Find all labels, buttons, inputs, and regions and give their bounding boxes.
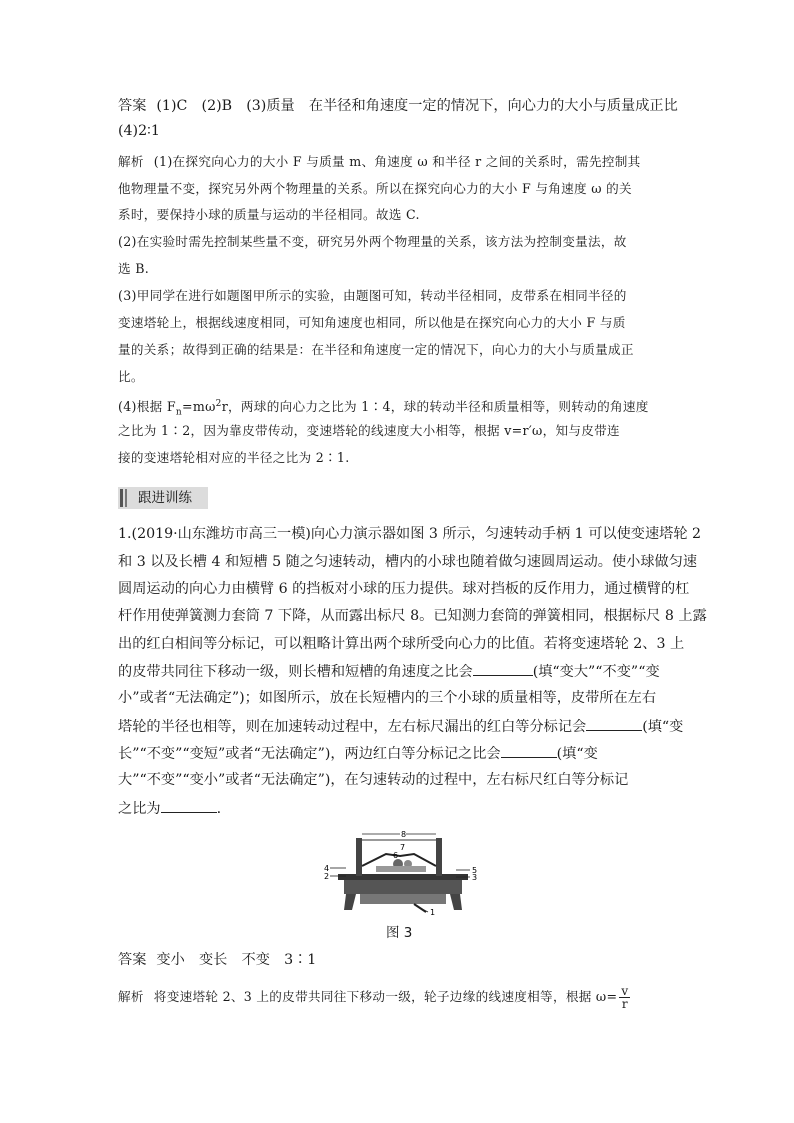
analysis-text: 系时，要保持小球的质量与运动的半径相同。故选 C. <box>118 207 420 222</box>
analysis-line <box>118 985 630 1010</box>
apparatus-leg <box>344 894 356 910</box>
analysis-text: 变速塔轮上，根据线速度相同，可知角速度也相同，所以他是在探究向心力的大小 F 与质 <box>118 315 626 330</box>
analysis-text: 量的关系；故得到正确的结果是：在半径和角速度一定的情况下，向心力的大小与质量成正 <box>118 342 634 357</box>
analysis-text: 他物理量不变，探究另外两个物理量的关系。所以在探究向心力的大小 F 与角速度 ω 的关 <box>118 181 632 196</box>
question-line <box>118 552 697 572</box>
analysis-label: 解析 <box>118 154 144 169</box>
analysis-text: (3)甲同学在进行如题图甲所示的实验，由题图可知，转动半径相同，皮带系在相同半径的 <box>118 288 627 303</box>
question-line <box>118 579 689 599</box>
figure-label-6: 6 <box>393 851 399 860</box>
question-line <box>118 743 598 764</box>
question-line <box>118 634 684 654</box>
analysis-line <box>118 152 641 172</box>
answer-blank[interactable] <box>586 716 642 731</box>
figure-label-7: 7 <box>400 843 406 852</box>
analysis-line <box>118 232 627 252</box>
analysis-label: 解析 <box>118 989 144 1004</box>
analysis-text: 接的变速塔轮相对应的半径之比为 2∶1. <box>118 450 350 465</box>
analysis-text: r，两球的向心力之比为 1∶4，球的转动半径和质量相等，则转动的角速度 <box>221 399 649 415</box>
question-line <box>118 606 707 626</box>
question-line <box>118 688 656 708</box>
analysis-line <box>118 421 620 441</box>
answer-line <box>118 950 316 970</box>
analysis-line <box>118 394 649 423</box>
question-line <box>118 716 683 737</box>
subscript: n <box>175 407 182 418</box>
answer-blank[interactable] <box>501 743 557 758</box>
question-text: (填“变 <box>556 746 598 762</box>
analysis-text: (1)在探究向心力的大小 F 与质量 m、角速度 ω 和半径 r 之间的关系时，需先控制其 <box>153 154 641 169</box>
section-bar-mark <box>125 489 127 507</box>
question-text: 杆作用使弹簧测力套筒 7 下降，从而露出标尺 8。已知测力套筒的弹簧相同，根据标尺 8 上露 <box>118 608 707 624</box>
question-text: . <box>216 801 222 817</box>
question-text: (填“变大”“不变”“变 <box>532 664 660 680</box>
figure-label-4: 4 <box>324 864 330 873</box>
question-text: 塔轮的半径也相等，则在加速转动过程中，左右标尺漏出的红白等分标记会 <box>118 719 587 735</box>
question-text: 的皮带共同往下移动一级，则长槽和短槽的角速度之比会 <box>118 664 473 680</box>
question-text: 和 3 以及长槽 4 和短槽 5 随之匀速转动，槽内的小球也随着做匀速圆周运动。使小球做匀速 <box>118 554 698 570</box>
question-text: (填“变 <box>642 719 684 735</box>
apparatus-base <box>344 878 462 894</box>
question-text: 之比为 <box>118 801 161 817</box>
left-post <box>356 838 362 876</box>
figure-caption: 图 3 <box>386 925 413 941</box>
analysis-line <box>118 367 144 387</box>
question-text: 大”“不变”“变小”或者“无法确定”)，在匀速转动的过程中，左右标尺红白等分标记 <box>118 772 629 788</box>
fraction-numerator: v <box>621 984 629 998</box>
question-text: 小”或者“无法确定”)；如图所示，放在长短槽内的三个小球的质量相等，皮带所在左右 <box>118 690 657 706</box>
analysis-line <box>118 179 632 199</box>
right-post <box>436 838 442 876</box>
answer-label: 答案 <box>118 98 147 114</box>
figure-label-3: 3 <box>472 873 478 882</box>
analysis-text: 选 B. <box>118 261 150 276</box>
question-text: 出的红白相间等分标记，可以粗略计算出两个球所受向心力的比值。若将变速塔轮 2、3 上 <box>118 636 685 652</box>
answer-label: 答案 <box>118 952 147 968</box>
fraction-denominator: r <box>621 997 628 1011</box>
figure-label-1: 1 <box>430 908 436 916</box>
section-bar-mark <box>120 489 123 507</box>
answer-blank[interactable] <box>473 661 533 676</box>
slot <box>376 866 426 872</box>
analysis-text: =mω <box>181 399 216 415</box>
analysis-line <box>118 286 627 306</box>
analysis-line <box>118 259 149 279</box>
superscript: 2 <box>215 399 222 409</box>
question-line <box>118 524 701 544</box>
question-line <box>118 770 628 790</box>
figure-label-2: 2 <box>324 872 330 881</box>
analysis-line <box>118 313 626 333</box>
answer-text-cont: (4)2∶1 <box>118 123 160 139</box>
question-text: 长”“不变”“变短”或者“无法确定”)，两边红白等分标记之比会 <box>118 746 501 762</box>
section-title: 跟进训练 <box>138 490 192 506</box>
answer-line-1 <box>118 96 678 116</box>
answer-text: (1)C (2)B (3)质量 在半径和角速度一定的情况下，向心力的大小与质量成正比 <box>156 98 678 114</box>
analysis-text: 比。 <box>118 369 144 384</box>
question-line <box>118 798 221 819</box>
apparatus-underside <box>360 894 446 904</box>
analysis-line <box>118 448 350 468</box>
question-line <box>118 661 660 682</box>
answer-blank[interactable] <box>161 798 217 813</box>
answer-line-2 <box>118 121 160 141</box>
question-text: 1.(2019·山东潍坊市高三一模)向心力演示器如图 3 所示，匀速转动手柄 1 可以使变速塔轮 2 <box>118 526 702 542</box>
analysis-line <box>118 205 420 225</box>
analysis-text: 将变速塔轮 2、3 上的皮带共同往下移动一级，轮子边缘的线速度相等，根据 ω= <box>153 989 618 1004</box>
analysis-text: 之比为 1∶2，因为靠皮带传动，变速塔轮的线速度大小相等，根据 v=r′ω，知与皮带连 <box>118 423 620 438</box>
figure-label-5: 5 <box>472 866 478 875</box>
fraction <box>619 985 630 1010</box>
answer-text: 变小 变长 不变 3∶1 <box>156 952 317 968</box>
section-header <box>118 487 208 509</box>
analysis-text: (4)根据 F <box>118 399 176 415</box>
apparatus-leg <box>450 894 462 910</box>
analysis-text: (2)在实验时需先控制某些量不变，研究另外两个物理量的关系，该方法为控制变量法，故 <box>118 234 627 249</box>
figure-label-8: 8 <box>401 830 407 839</box>
question-text: 圆周运动的向心力由横臂 6 的挡板对小球的压力提供。球对挡板的反作用力，通过横臂的杠 <box>118 581 690 597</box>
analysis-line <box>118 340 634 360</box>
centripetal-force-apparatus-figure <box>316 826 486 916</box>
